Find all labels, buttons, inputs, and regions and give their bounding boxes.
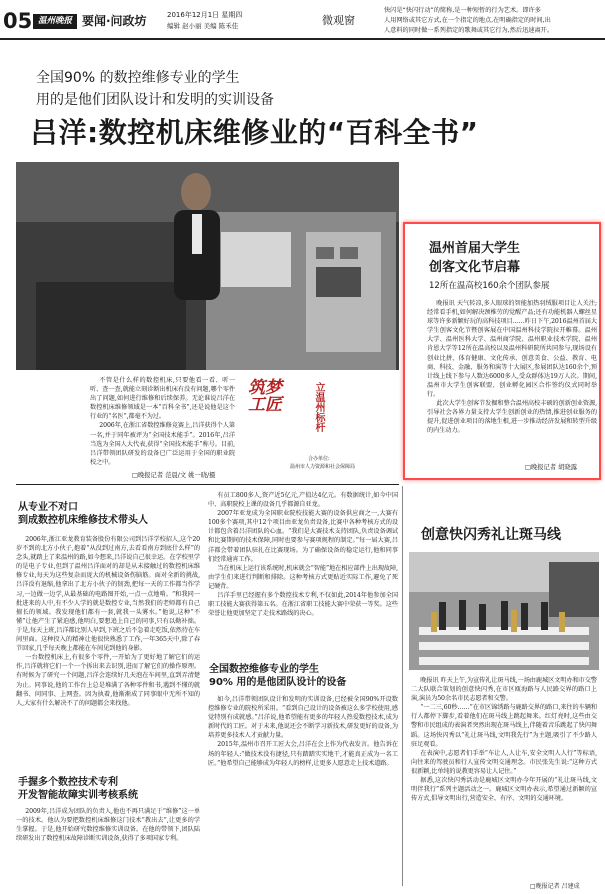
feature-body-text-2: 此次大学生创客节发掘和整合温州高校丰硕的创新创业资源,引导社会各界力量支持大学生创新创业的热情,推进创业服务的提升,促进创业项目的落地生根,进一步推动经济发展和转型升级的内生动力。 (427, 400, 597, 435)
feature-body (427, 299, 597, 465)
subhead-2: 手握多个数控技术专利 开发智能故障实训考核系统 (18, 777, 138, 801)
side-body-text-3: 在表演中,志愿者们手举“车让人,人让车,安全文明人人行”等标语,向往来的驾驶员和行人宣传文明交通理念。市民张先生说:“这种方式很新颖,比单纯的说教更容易让人记住。” (411, 749, 597, 775)
side-body (411, 676, 597, 882)
article-col1-a-text: 2006年,浙江亚龙教育装备股份有限公司到吕洋学校招人,这个20岁不到的北方小伙子,抱着“从没到过南方,去看看南方到底什么样”的念头,就踏上了来温州的路,如今想来,吕洋说自己很幸运。在学校里学的是电子专业,但到了温州吕洋面对的却是从未接触过的数控机床维修专业,每天为这些复杂而庞大的机械设备伤脑筋。面对全新的挑战,吕洋没有退缩,他拿出了北方小伙子的韧劲,把每一天的工作都当作学习,一边做一边学,从最基础的电路图开始,一点一点地啃。“和我同一批进来的人中,有不少人学的就是数控专业,当然我们的老师都有自己擅长的领域。我发现他们都有一套,就我一头雾水。”他说,这种“不懂”让他产生了紧迫感,他明白,要想追上自己的同事,只有以勤补拙。于是,每天上班,吕洋都比别人早到,下班之后不急着走吃饭,依然待在车间里面。这种投入的精神让他很快熟悉了工作,一年365天中,除了春节回家,几乎每天晚上都能在车间见到他的身影。 (16, 536, 200, 653)
brand-logo: 温州晚报 (33, 14, 77, 29)
lead-photo (16, 162, 399, 370)
page-header (0, 0, 605, 48)
subhead-1: 从专业不对口 到成数控机床维修技术带头人 (18, 502, 148, 526)
side-body-text-1: 晚报讯 昨天上午,为宣传礼让斑马线,一场由鹿城区文明办和市交警二大队联合策划的创意快闪秀,在市区瓯海路与人民路交界的路口上演,演员为50余名市民志愿者和交警。 (411, 677, 597, 703)
feature-box (403, 222, 601, 480)
side-body-text-2: “一二三,60秒……”在市区锦绣路与鹿路交界的路口,来往的车辆和行人都停下脚步,看着他们在斑马线上跳起舞来。红灯亮时,这些由交警和市民组成的表演者突然出现在斑马线上,伴随着音乐跳起了快闪舞蹈。这场快闪秀以“礼让斑马线,文明我先行”为主题,吸引了不少路人驻足观看。 (411, 704, 597, 748)
column-name: 微观窗 (322, 14, 355, 27)
body-top-rule (16, 484, 399, 485)
article-col2-a (208, 491, 398, 655)
stamp-org: 合办单位: (308, 456, 330, 462)
feature-stamp (250, 378, 395, 476)
lead-photo-illustration (16, 162, 399, 370)
feature-deck: 12所在温高校160余个团队参展 (429, 281, 550, 291)
article-col2-c-text: 当在机床上运行该系统时,机床就会“智能”地在相应部件上出现故障,由学生们来进行判断和排除。这种考核方式更贴近实际工作,避免了死记硬背。 (208, 564, 398, 590)
lead-credit: □晚报记者 范晨/文 姚一晓/摄 (132, 472, 216, 479)
article-col1-c-text: 2009年,吕洋成为团队的负责人,他也不再只满足于“维修”这一单一的技术。他认为要把数控机床维修这门技术“教出去”,让更多的学生掌握。于是,他开始研究数控维修实训设备。在他的带领下,团队陆续研发出了数控机床故障诊断实训设备,获得了多项国家专利。 (16, 808, 200, 843)
side-body-text-4: 据悉,这次快闪秀活动是鹿城区文明办今年开展的“礼让斑马线,文明伴我行”系列主题活动之一。鹿城区文明办表示,希望通过新颖的宣传方式,倡导文明出行,营造安全、有序、文明的交通环境。 (411, 777, 597, 803)
feature-body-text: 晚报讯 天气转凉,多人眼球的智能加热羽绒服项目让人关注;经常看手机,如何解决颈椎劳的觉醒产品;还有功能机器人螺丝星球等许多新颖好玩的高科技项目……昨日下午,2016温州首届大学生创客文化节暨创客展在中国温州科技学院拉开帷幕。温州大学、温州医科大学、温州商学院、温州职业技术学院、温州肯恩大学等12所在温高校以及温州科研院所共同参与,现场设有创业比拼、体育健康、文化传承、创意美食、公益、教育、电商、科技、金融、服务和演等十大展区,参展团队达160余个,预计线上线下参与人数达6000多人,受众群体达19万人次。期间,温州市大学生创客联盟、创业孵化园区合作签约仪式同时举行。 (427, 300, 597, 398)
section-title: 要闻·问政坊 (82, 14, 147, 28)
subhead-3: 全国数控维修专业的学生 90% 用的是他团队设计的设备 (209, 664, 347, 688)
feature-title-2: 创客文化节启幕 (429, 260, 521, 275)
issue-date: 2016年12月1日 星期四 (167, 11, 243, 19)
feature-title-1: 温州首届大学生 (429, 241, 521, 256)
kicker-line-1: 全国90% 的数控维修专业的学生 (36, 70, 240, 86)
stamp-org-2: 温州市人力资源和社会保障局 (290, 464, 356, 470)
side-credit: □晚报记者 吕建成 (530, 883, 580, 890)
lead-caption-text-2: 2006年,在浙江省数控维修竞赛上,吕洋获得个人第一名,并于同年被评为“全国技术能手”。2016年,吕洋当选为全国人大代表,获得“全国技术能手”称号。目前,吕洋带领团队研发的设备已广泛运用于全国的职业院校之中。 (90, 422, 235, 466)
side-photo (409, 552, 599, 670)
editors-credit: 编辑 赵小丽 美编 陈禾佳 (167, 22, 239, 30)
column-divider (402, 486, 403, 886)
promo-text: 快闪是“快闪行动”的简称,是一种短暂的行为艺术。即许多 人用网络或其它方式,在一个指定的地点,在明确指定的时间,出 人意料的同时做一系列指定的歌舞或其它行为,然后迅速离开。 (384, 7, 554, 34)
side-headline: 创意快闪秀礼让斑马线 (421, 527, 561, 543)
article-col2-b-text: 2007年亚龙成为全国职业院校技能大赛的设备供应商之一,大赛有100多个赛项,其中12个项目由亚龙负责设备,比赛中各种考核方式的设计都包含着吕洋团队的心血。“我们是大赛技术支持团队,负责设备调试和比赛期间的技术保障,同时也要参与赛项规程的制定。”每一届大赛,吕洋都会带着团队驻扎在比赛现场。为了确保设备的稳定运行,他和同事们经常通宵工作。 (208, 510, 398, 563)
page-number: 05 (3, 9, 33, 33)
article-col1-a (16, 535, 200, 769)
headline: 吕洋:数控机床维修业的“百科全书” (30, 116, 479, 149)
feature-credit: □晚报记者 胡晓露 (525, 464, 578, 471)
lead-caption-text: 不管是什么样的数控机床,只要他看一看、听一听、查一查,就能立刻诊断出机床有没有问题,哪个零件出了问题,如何进行维修和后续保养。无论谁说吕洋在数控机床维修领域是一本“百科全书”,还是说他是这个行业的“名医”,都毫不为过。 (90, 377, 235, 421)
side-photo-illustration (409, 552, 599, 670)
article-col1-b-text: 一台数控机床上,有很多个零件,一开始为了更好地了解它们的运作,吕洋就将它们一个一个拆出来去识别,进而了解它们的操作原理。有时候为了研究一个问题,吕洋会连续好几天泡在车间里,直到弄清楚为止。同事说,他的工作台上总是堆满了各种零件和书,遇到不懂的就翻书、问同事、上网查。因为执着,他渐渐成了同事眼中无所不知的人,大家有什么解决不了的问题都会来找他。 (16, 654, 200, 707)
stamp-script: 筑梦工匠 (248, 378, 282, 415)
kicker-line-2: 用的是他们团队设计和发明的实训设备 (36, 92, 274, 108)
stamp-main: 立温州标杆 (313, 382, 324, 432)
article-col2-f-text: 2015年,温州市召开工匠大会,吕洋在会上作为代表发言。他告诉在场的年轻人:“做技术没有捷径,只有踏踏实实地干,才能真正成为一名工匠。”他希望自己能够成为年轻人的榜样,让更多人愿意走上技术道路。 (208, 741, 398, 767)
article-col1-c (16, 807, 200, 893)
lead-caption (90, 376, 235, 476)
article-col2-e-text: 如今,吕洋带领团队设计和发明的实训设备,已经被全国90%开设数控维修专业的院校所采用。“看到自己设计的设备被这么多学校使用,感觉特别有成就感。”吕洋说,他希望能有更多的年轻人热爱数控技术,成为新时代的工匠。对于未来,他说还会不断学习新技术,研发更好的设备,为培养更多技术人才贡献力量。 (208, 696, 398, 740)
article-col2-e (208, 695, 398, 893)
article-col2-a-text: 有员工800多人,资产近5亿元,产值达4亿元。有数据统计,如今中国中、高职院校上课的设备几乎都源自亚龙。 (208, 492, 398, 509)
article-col2-d-text: 吕洋手里已经握有多个数控技术专利,不仅如此,2014年他参加全国职工技能大赛获得第五名。在浙江省职工技能大赛中荣获一等奖。这些荣誉让他更加坚定了走技术路线的决心。 (208, 592, 398, 618)
header-rule (0, 38, 605, 40)
